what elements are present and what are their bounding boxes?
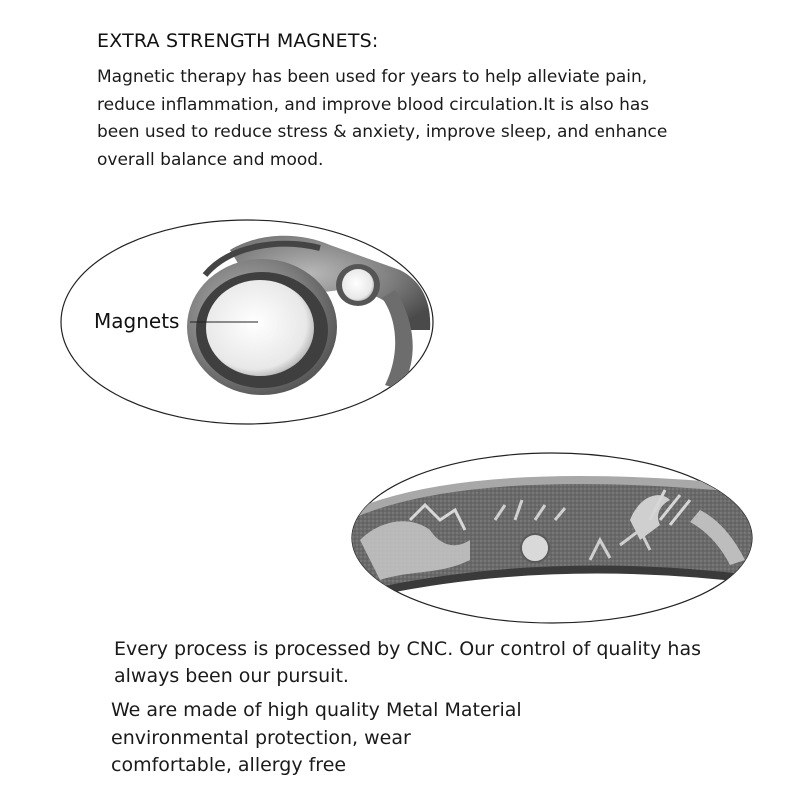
intro-line: been used to reduce stress & anxiety, improve sleep, and enhance: [97, 122, 668, 142]
material-line: comfortable, allergy free: [111, 754, 347, 776]
material-line: environmental protection, wear: [111, 726, 411, 749]
intro-line: reduce inflammation, and improve blood circulation.It is also has: [97, 94, 650, 115]
cnc-paragraph: [114, 636, 754, 690]
intro-line: overall balance and mood.: [97, 149, 324, 170]
material-line: We are made of high quality Metal Material: [111, 699, 522, 721]
cnc-line: always been our pursuit.: [114, 665, 349, 687]
heading: EXTRA STRENGTH MAGNETS:: [97, 30, 379, 52]
intro-line: Magnetic therapy has been used for years to help alleviate pain,: [97, 67, 648, 87]
cnc-line: Every process is processed by CNC. Our control of quality has: [114, 638, 701, 660]
magnets-callout-label: Magnets: [94, 309, 180, 333]
material-paragraph: [111, 697, 631, 780]
